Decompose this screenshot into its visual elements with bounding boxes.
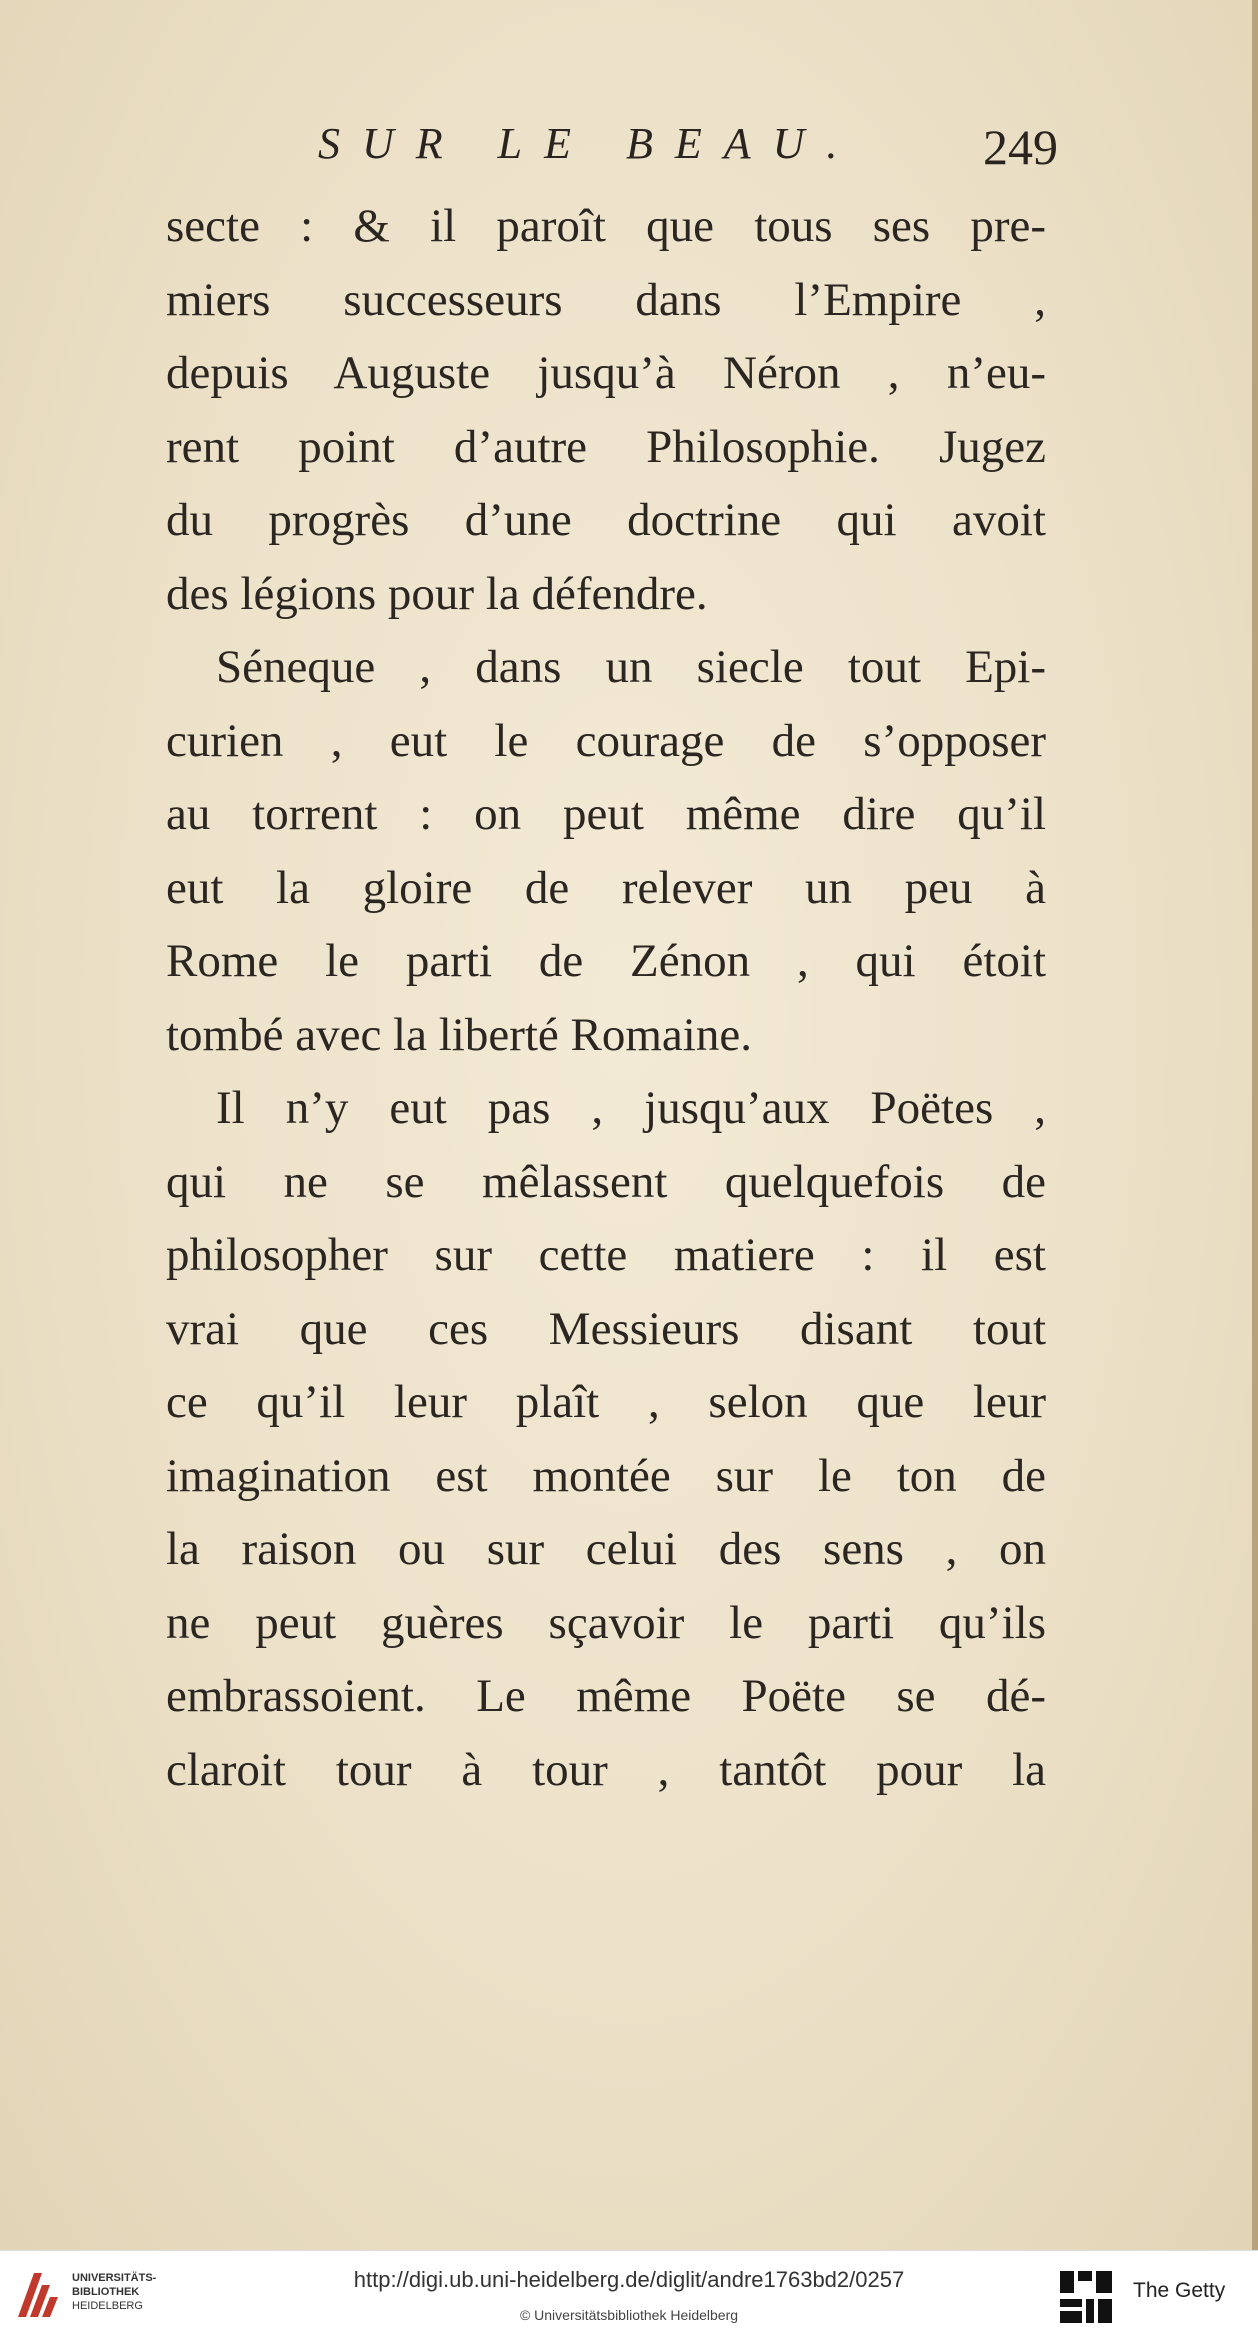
running-head bbox=[318, 118, 1058, 188]
running-title: SUR LE BEAU. bbox=[318, 119, 860, 168]
text-line: au torrent : on peut même dire qu’il bbox=[166, 788, 1046, 840]
text-line: Séneque , dans un siecle tout Epi- bbox=[216, 641, 1046, 693]
text-line: la raison ou sur celui des sens , on bbox=[166, 1523, 1046, 1575]
text-line: ce qu’il leur plaît , selon que leur bbox=[166, 1376, 1046, 1428]
copyright-notice: © Universitätsbibliothek Heidelberg bbox=[519, 2307, 739, 2323]
text-line: vrai que ces Messieurs disant tout bbox=[166, 1302, 1046, 1355]
text-line: philosopher sur cette matiere : il est bbox=[166, 1229, 1046, 1281]
text-line: imagination est montée sur le ton de bbox=[166, 1449, 1046, 1502]
body-text bbox=[166, 190, 1046, 1807]
text-line: du progrès d’une doctrine qui avoit bbox=[166, 494, 1046, 546]
text-line: Rome le parti de Zénon , qui étoit bbox=[166, 935, 1046, 987]
text-line: qui ne se mêlassent quelquefois de bbox=[166, 1155, 1046, 1208]
page-number: 249 bbox=[983, 119, 1058, 175]
viewer-footer bbox=[0, 2250, 1258, 2340]
getty-logo-icon bbox=[1058, 2269, 1114, 2325]
text-line: eut la gloire de relever un peu à bbox=[166, 861, 1046, 914]
text-line: curien , eut le courage de s’opposer bbox=[166, 714, 1046, 767]
text-line: miers successeurs dans l’Empire , bbox=[166, 273, 1046, 326]
text-line: ne peut guères sçavoir le parti qu’ils bbox=[166, 1596, 1046, 1649]
text-line: tombé avec la liberté Romaine. bbox=[166, 1008, 752, 1061]
permalink[interactable]: http://digi.ub.uni-heidelberg.de/diglit/andre1763bd2/0257 bbox=[353, 2267, 905, 2292]
library-name: UNIVERSITÄTS- BIBLIOTHEK HEIDELBERG bbox=[72, 2272, 157, 2312]
text-line: des légions pour la défendre. bbox=[166, 567, 708, 620]
text-line: rent point d’autre Philosophie. Jugez bbox=[166, 420, 1046, 473]
text-line: Il n’y eut pas , jusqu’aux Poëtes , bbox=[216, 1082, 1046, 1134]
getty-partner-name: The Getty bbox=[1133, 2279, 1226, 2302]
text-line: depuis Auguste jusqu’à Néron , n’eu- bbox=[166, 347, 1046, 399]
text-line: secte : & il paroît que tous ses pre- bbox=[166, 200, 1046, 252]
text-line: embrassoient. Le même Poëte se dé- bbox=[166, 1670, 1046, 1722]
text-line: claroit tour à tour , tantôt pour la bbox=[166, 1743, 1046, 1796]
